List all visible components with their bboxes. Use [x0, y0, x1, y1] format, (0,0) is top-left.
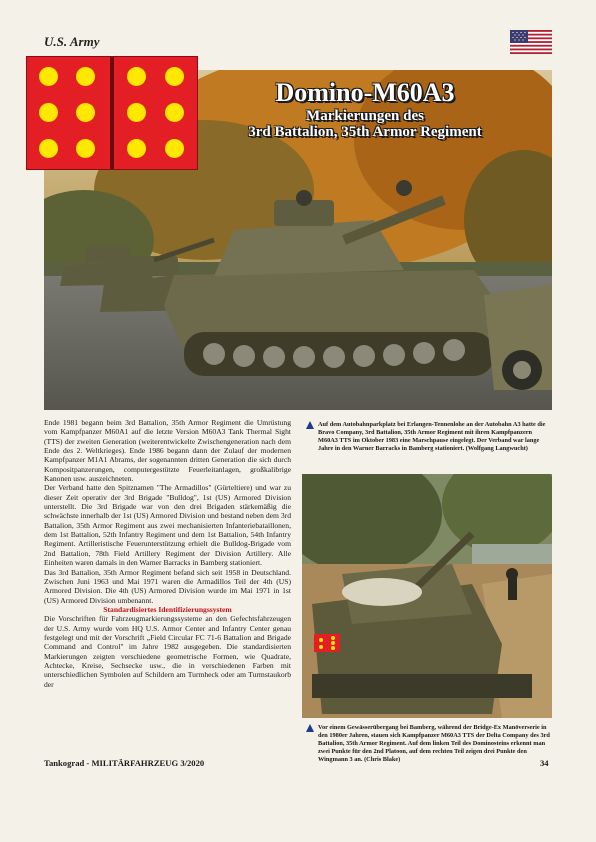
page-number: 34	[540, 758, 549, 768]
river-crossing-photo	[302, 474, 552, 718]
domino-insignia	[26, 56, 198, 170]
body-paragraph: Das 3rd Battalion, 35th Armor Regiment befand sich seit 1958 in Deutschland. Zwischen Juni 1963 und Mai 1971 waren die Armadillos Teil der 4th (US) Armored Division. Die 4th (US) Armored Division wurde im Mai 1971 in 1st (US) Armored Division umbenannt.	[44, 567, 291, 605]
section-subheading: Standardisiertes Identifizierungssystem	[103, 604, 232, 614]
footer-publication: Tankograd - MILITÄRFAHRZEUG 3/2020	[44, 758, 205, 768]
article-body	[44, 418, 291, 720]
section-label: U.S. Army	[44, 34, 100, 49]
triangle-up-icon	[306, 724, 314, 732]
body-paragraph: Die Vorschriften für Fahrzeugmarkierungssysteme an den Gefechtsfahrzeugen der U.S. Army wurde vom HQ U.S. Armor Center and Infantry Center genau festgelegt und mit der Vorschrift „Field Circular FC 71-6 Battalion and Brigade Command and Control" im Jahre 1982 ausgegeben. Die standardisierten Markierungen zeigten verschiedene geometrische Formen, wie Quadrate, Achtecke, Kreise, Sechsecke usw., die in verschiedenen Farben mit unterschiedlichen Symbolen auf Schildern am Turmheck oder am Turmstaukorb der	[44, 614, 291, 689]
us-flag-icon	[510, 30, 552, 54]
caption-top: Auf dem Autobahnparkplatz bei Erlangen-Tennenlohe an der Autobahn A3 hatte die Bravo Company, 3rd Battalion, 35th Armor Regiment mit ihren Kampfpanzern M60A3 TTS im Oktober 1983 eine Marschpause eingelegt. Der Verband war lange Jahre in den Warner Barracks in Bamberg stationiert. (Wolfgang Langwucht)	[318, 421, 550, 453]
caption-bottom: Vor einem Gewässerübergang bei Bamberg, während der Bridge-Ex Manöverserie in den 1980er Jahren, stauen sich Kampfpanzer M60A3 TTS der Delta Company des 3rd Battalion, 35th Armor Regiment. Auf dem linken Teil des Dominosteins erkennt man zwei Punkte für den 2nd Platoon, auf dem rechten Teil zeigen drei Punkte den Wingmann 3 an. (Chris Blake)	[318, 724, 550, 764]
title-sub-2: 3rd Battalion, 35th Armor Regiment	[248, 124, 482, 140]
title-main: Domino-M60A3	[275, 78, 455, 107]
triangle-up-icon	[306, 421, 314, 429]
title-sub-1: Markierungen des	[306, 108, 424, 124]
article-title	[220, 78, 510, 140]
body-paragraph: Der Verband hatte den Spitznamen "The Armadillos" (Gürteltiere) und war zu dieser Zeit operativ der 3rd Brigade "Bulldog", 1st (US) Armored Division unterstellt. Die 3rd Brigade war von den drei Brigaden stärkemäßig die schwächste innerhalb der 1st (US) Armored Division und bestand neben dem 3rd Battalion, 35th Armor Regiment aus zwei mechanisierten Infanteriebataillonen, dem 1st Battalion, 52th Infantry Regiment und dem 1st Battalion, 54th Infantry Regiment. Artilleristische Feuerunterstützung erhielt die Bulldog-Brigade vom 2nd Battalion, 78th Field Artillery Regiment der Division Artillery. Alle Einheiten waren damals in den Warner Barracks in Bamberg stationiert.	[44, 483, 291, 568]
body-paragraph: Ende 1981 begann beim 3rd Battalion, 35th Armor Regiment die Umrüstung vom Kampfpanzer M60A1 auf die letzte Version M60A3 Tank Thermal Sight (TTS) der zweiten Generation (weiterentwickelte Zwischengeneration nach dem Ende des 2. Weltkrieges). Ende 1986 begann dann der Zulauf der modernen Kampfpanzer M1A1 Abrams, der sogenannten dritten Generation die sich durch Kompositpanzerungen, computergestützte Feuerleitanlagen, großkalibrige Kanonen usw. auszeichneten.	[44, 418, 291, 484]
